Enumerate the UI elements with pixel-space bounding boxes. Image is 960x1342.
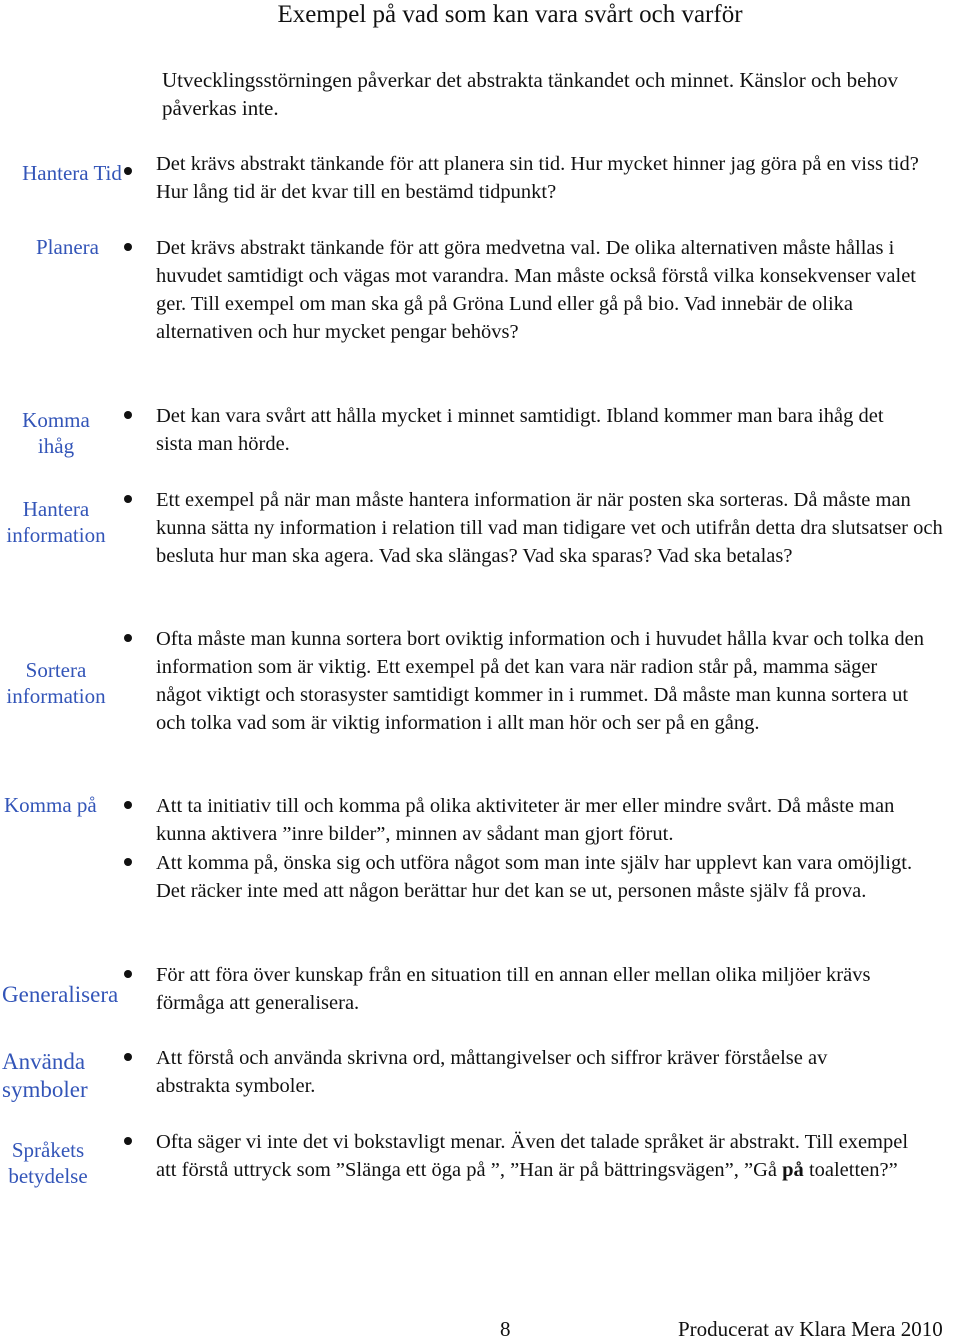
label-komma-ihag: Komma ihåg — [22, 408, 90, 458]
bullet-icon — [124, 495, 132, 503]
bullet-icon — [124, 1137, 132, 1145]
label-generalisera: Generalisera — [2, 982, 119, 1007]
label-sprakets-betydelse: Språkets betydelse — [8, 1138, 88, 1188]
page-number: 8 — [500, 1317, 511, 1341]
text-hantera-tid: Det krävs abstrakt tänkande för att planera sin tid. Hur mycket hinner jag göra på en viss tid? Hur lång tid är det kvar till en bestämd tidpunkt? — [156, 153, 919, 203]
text-bold-part: på — [782, 1159, 804, 1181]
label-komma-pa: Komma på — [4, 793, 97, 817]
text-generalisera: För att föra över kunskap från en situation till en annan eller mellan olika miljöer krävs förmåga att generalisera. — [156, 964, 871, 1014]
bullet-icon — [124, 970, 132, 978]
page-title: Exempel på vad som kan vara svårt och varför — [277, 1, 743, 28]
bullet-icon — [124, 1053, 132, 1061]
bullet-icon — [124, 801, 132, 809]
text-part: Ofta säger vi inte det vi bokstavligt menar. Även det talade språket är abstrakt. Till exempel att förstå uttryck som ”Slänga ett öga på ”, ”Han är på bättringsvägen”, ”Gå — [156, 1131, 909, 1181]
bullet-icon — [124, 243, 132, 251]
bullet-icon — [124, 858, 132, 866]
text-part: toaletten?” — [803, 1159, 898, 1181]
text-komma-pa-1: Att ta initiativ till och komma på olika aktiviteter är mer eller mindre svårt. Då måste man kunna aktivera ”inre bilder”, minnen av sådant man gjort förut. — [156, 795, 895, 845]
text-planera: Det krävs abstrakt tänkande för att göra medvetna val. De olika alternativen måste hållas i huvudet samtidigt och vägas mot varandra. Man måste också förstå vilka konsekvenser valet ger. Till exempel om man ska gå på Gröna Lund eller gå på bio. Vad innebär de olika alternativen och hur mycket pengar behövs? — [156, 237, 916, 343]
text-komma-ihag: Det kan vara svårt att hålla mycket i minnet samtidigt. Ibland kommer man bara ihåg det sista man hörde. — [156, 405, 884, 455]
bullet-icon — [124, 634, 132, 642]
label-hantera-information: Hantera information — [6, 497, 106, 547]
text-sortera-information: Ofta måste man kunna sortera bort oviktig information och i huvudet hålla kvar och tolka den information som är viktig. Ett exempel på det kan vara när radion står på, mamma säger något viktigt och storasyster samtidigt kommer in i rummet. Då måste man kunna sortera ut och tolka vad som är viktig information i allt man hör och ser på en gång. — [156, 628, 924, 734]
label-anvanda-symboler: Använda symboler — [2, 1049, 88, 1102]
intro-text: Utvecklingsstörningen påverkar det abstrakta tänkandet och minnet. Känslor och behov påverkas inte. — [162, 68, 898, 120]
text-anvanda-symboler: Att förstå och använda skrivna ord, måttangivelser och siffror kräver förståelse av abstrakta symboler. — [156, 1047, 828, 1097]
bullet-icon — [124, 167, 132, 175]
label-hantera-tid: Hantera Tid — [22, 161, 122, 185]
label-sortera-information: Sortera information — [6, 658, 106, 708]
bullet-icon — [124, 411, 132, 419]
text-sprakets-betydelse — [156, 1128, 916, 1184]
footer-credit: Producerat av Klara Mera 2010 — [678, 1317, 943, 1341]
label-planera: Planera — [36, 235, 99, 259]
text-hantera-information: Ett exempel på när man måste hantera information är när posten ska sorteras. Då måste man kunna sätta ny information i relation till vad man tidigare vet och utifrån detta dra slutsatser och besluta hur man ska agera. Vad ska slängas? Vad ska sparas? Vad ska betalas? — [156, 489, 943, 567]
text-komma-pa-2: Att komma på, önska sig och utföra något som man inte själv har upplevt kan vara omöjligt. Det räcker inte med att någon berättar hur det kan se ut, personen måste själv få prova. — [156, 852, 913, 902]
